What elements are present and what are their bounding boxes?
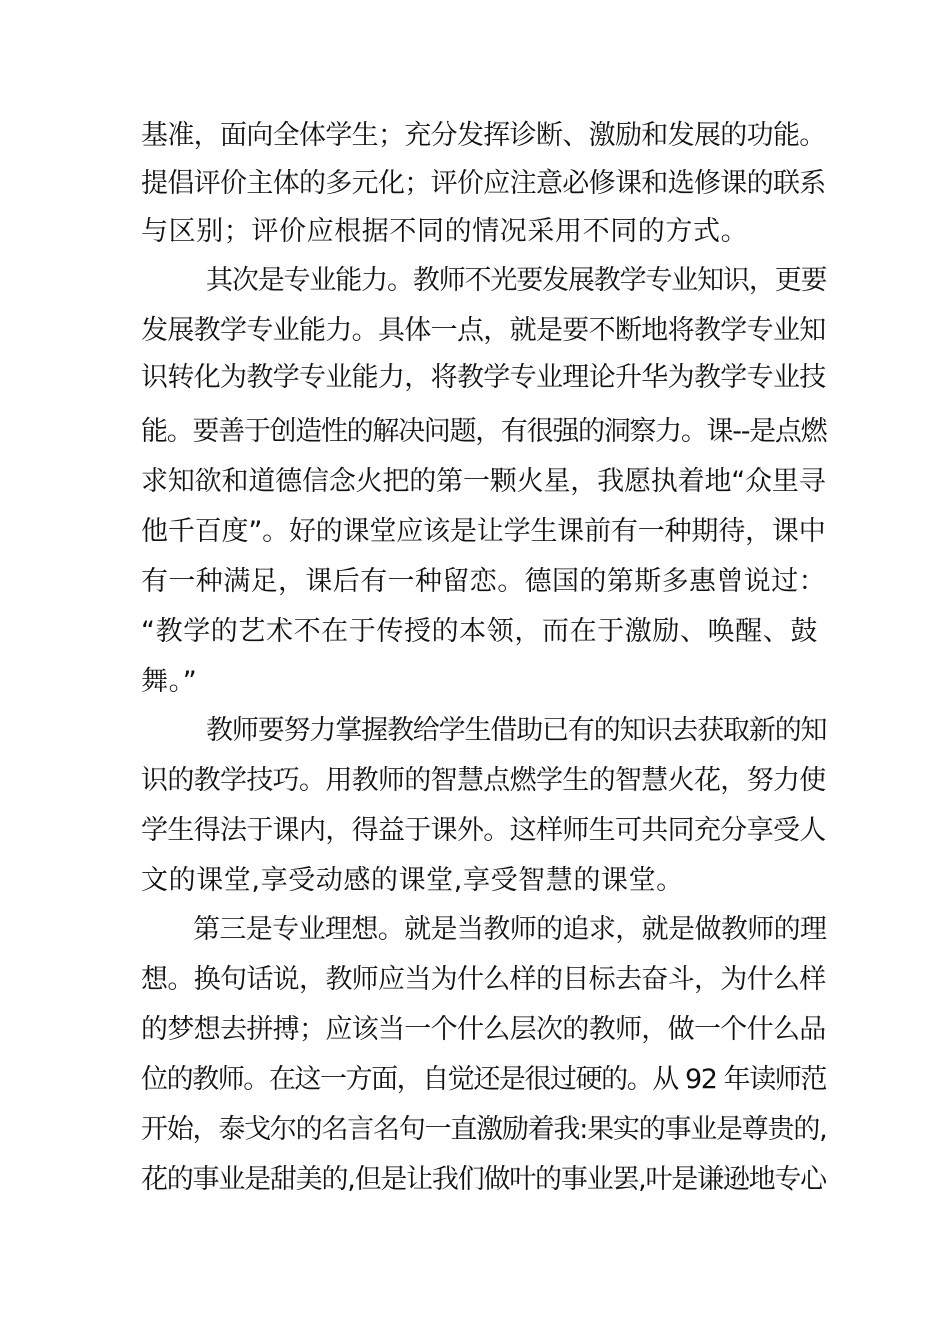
text-line: 学生得法于课内，得益于课外。这样师生可共同充分享受人	[141, 815, 826, 846]
text-line: 开始，泰戈尔的名言名句一直激励着我:果实的事业是尊贵的,	[141, 1114, 827, 1145]
text-line: 发展教学专业能力。具体一点，就是要不断地将教学专业知	[141, 315, 826, 346]
text-line: 舞。”	[141, 666, 198, 697]
text-line: 他千百度”。好的课堂应该是让学生课前有一种期待，课中	[141, 516, 826, 547]
text-line: 与区别；评价应根据不同的情况采用不同的方式。	[141, 216, 749, 247]
text-line: 能。要善于创造性的解决问题，有很强的洞察力。课--是点燃	[141, 416, 827, 447]
text-line: 文的课堂,享受动感的课堂,享受智慧的课堂。	[141, 865, 684, 896]
text-line: 其次是专业能力。教师不光要发展教学专业知识，更要	[206, 265, 827, 296]
text-line: 位的教师。在这一方面，自觉还是很过硬的。从 92 年读师范	[141, 1064, 826, 1095]
text-line: 的梦想去拼搏；应该当一个什么层次的教师，做一个什么品	[141, 1014, 826, 1045]
text-line: 识转化为教学专业能力，将教学专业理论升华为教学专业技	[141, 362, 826, 393]
text-line: 求知欲和道德信念火把的第一颗火星，我愿执着地“众里寻	[141, 466, 826, 497]
text-line: 第三是专业理想。就是当教师的追求，就是做教师的理	[193, 914, 827, 945]
text-line: 识的教学技巧。用教师的智慧点燃学生的智慧火花，努力使	[141, 765, 826, 796]
text-line: 教师要努力掌握教给学生借助已有的知识去获取新的知	[206, 715, 827, 746]
text-line: 基准，面向全体学生；充分发挥诊断、激励和发展的功能。	[141, 120, 826, 151]
text-line: 想。换句话说，教师应当为什么样的目标去奋斗，为什么样	[141, 964, 826, 995]
text-line: “教学的艺术不在于传授的本领，而在于激励、唤醒、鼓	[141, 616, 818, 647]
text-line: 花的事业是甜美的,但是让我们做叶的事业罢,叶是谦逊地专心	[141, 1164, 826, 1195]
text-line: 提倡评价主体的多元化；评价应注意必修课和选修课的联系	[141, 168, 826, 199]
text-line: 有一种满足，课后有一种留恋。德国的第斯多惠曾说过：	[141, 566, 826, 597]
